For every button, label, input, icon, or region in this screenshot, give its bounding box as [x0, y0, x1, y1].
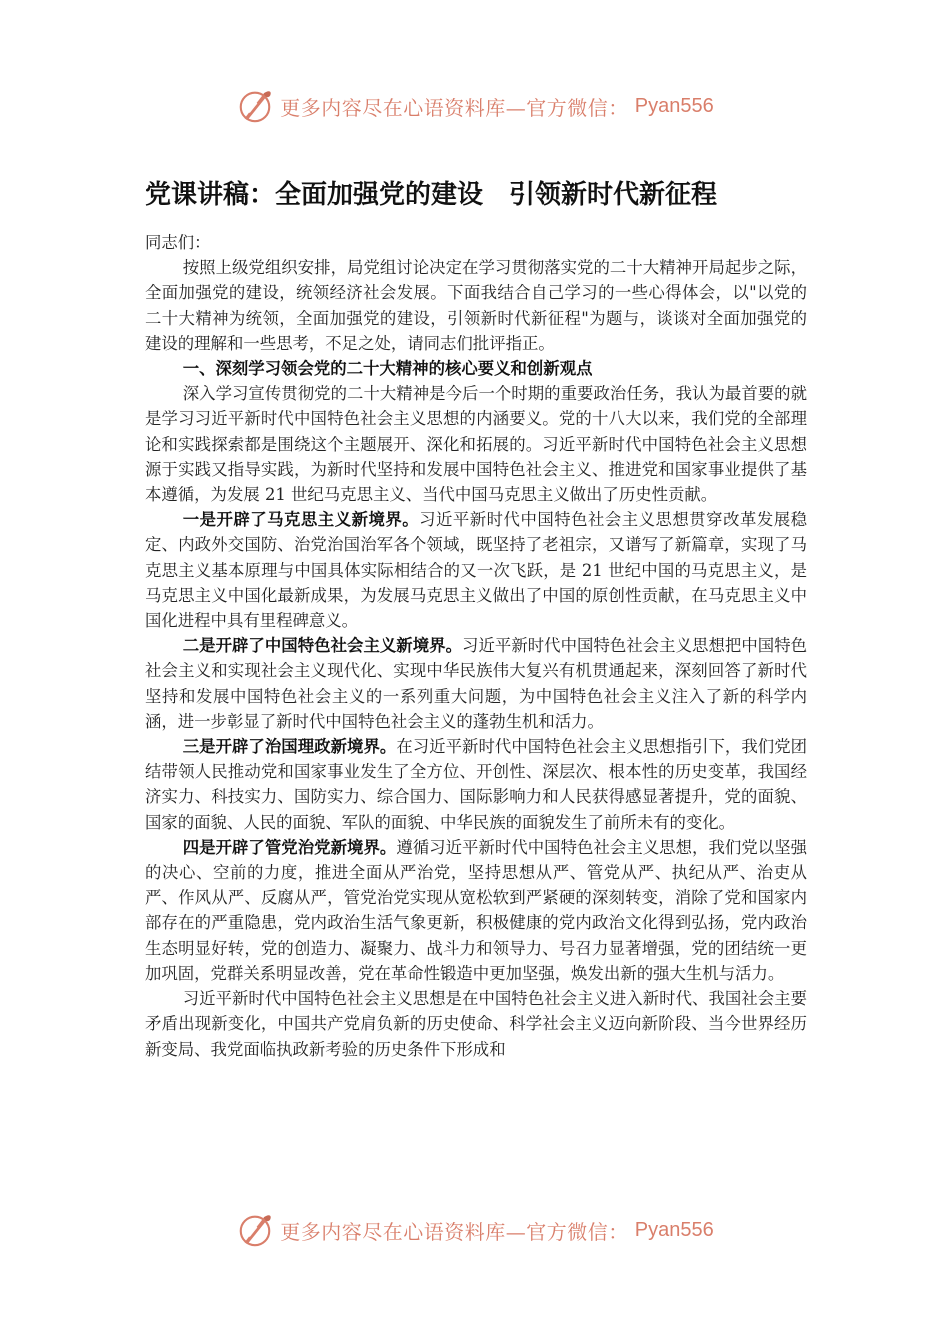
paragraph-point-2	[145, 633, 807, 734]
point-3-body: 在习近平新时代中国特色社会主义思想指引下，我们党团结带领人民推动党和国家事业发生了全方位、开创性、深层次、根本性的历史变革，我国经济实力、科技实力、国防实力、综合国力、国际影响力和人民获得感显著提升，党的面貌、国家的面貌、人民的面貌、军队的面貌、中华民族的面貌发生了前所未有的变化。	[145, 737, 808, 832]
wechat-id: Pyan556	[634, 94, 714, 117]
wechat-id: Pyan556	[634, 1218, 714, 1241]
quill-pen-logo-icon	[236, 87, 274, 125]
header-watermark-banner	[0, 86, 950, 126]
paragraph-study: 深入学习宣传贯彻党的二十大精神是今后一个时期的重要政治任务，我认为最首要的就是学习习近平新时代中国特色社会主义思想的内涵要义。党的十八大以来，我们党的全部理论和实践探索都是围绕这个主题展开、深化和拓展的。习近平新时代中国特色社会主义思想源于实践又指导实践，为新时代坚持和发展中国特色社会主义、推进党和国家事业提供了基本遵循，为发展 21 世纪马克思主义、当代中国马克思主义做出了历史性贡献。	[145, 384, 807, 505]
point-2-lead: 二是开辟了中国特色社会主义新境界。	[182, 636, 463, 656]
banner-text: 更多内容尽在心语资料库—官方微信：	[280, 95, 629, 120]
point-1-lead: 一是开辟了马克思主义新境界。	[182, 510, 420, 530]
document-body	[145, 230, 807, 1062]
quill-pen-logo-icon	[236, 1211, 274, 1249]
point-2-body: 习近平新时代中国特色社会主义思想把中国特色社会主义和实现社会主义现代化、实现中华民族伟大复兴有机贯通起来，深刻回答了新时代坚持和发展中国特色社会主义的一系列重大问题，为中国特色社会主义注入了新的科学内涵，进一步彰显了新时代中国特色社会主义的蓬勃生机和活力。	[145, 636, 808, 731]
paragraph-intro: 按照上级党组织安排，局党组讨论决定在学习贯彻落实党的二十大精神开局起步之际，全面加强党的建设，统领经济社会发展。下面我结合自己学习的一些心得体会，以"以党的二十大精神为统领，全面加强党的建设，引领新时代新征程"为题与，谈谈对全面加强党的建设的理解和一些思考，不足之处，请同志们批评指正。	[145, 258, 807, 353]
document-title: 党课讲稿：全面加强党的建设 引领新时代新征程	[145, 180, 718, 210]
paragraph-point-4	[145, 835, 807, 986]
paragraph-point-1	[145, 507, 807, 633]
point-4-lead: 四是开辟了管党治党新境界。	[182, 837, 397, 857]
paragraph-closing: 习近平新时代中国特色社会主义思想是在中国特色社会主义进入新时代、我国社会主要矛盾出现新变化，中国共产党肩负新的历史使命、科学社会主义迈向新阶段、当今世界经历新变局、我党面临执政新考验的历史条件下形成和	[145, 989, 807, 1059]
banner-text: 更多内容尽在心语资料库—官方微信：	[280, 1219, 629, 1244]
point-1-body: 习近平新时代中国特色社会主义思想贯穿改革发展稳定、内政外交国防、治党治国治军各个领域，既坚持了老祖宗，又谱写了新篇章，实现了马克思主义基本原理与中国具体实际相结合的又一次飞跃，是 21 世纪中国的马克思主义，是马克思主义中国化最新成果，为发展马克思主义做出了中国的原创性贡献，在马克思主义中国化进程中具有里程碑意义。	[145, 510, 808, 631]
salutation: 同志们：	[145, 233, 211, 252]
point-4-body: 遵循习近平新时代中国特色社会主义思想，我们党以坚强的决心、空前的力度，推进全面从严治党，坚持思想从严、管党从严、执纪从严、治吏从严、作风从严、反腐从严，管党治党实现从宽松软到严紧硬的深刻转变，消除了党和国家内部存在的严重隐患，党内政治生活气象更新，积极健康的党内政治文化得到弘扬，党内政治生态明显好转，党的创造力、凝聚力、战斗力和领导力、号召力显著增强，党的团结统一更加巩固，党群关系明显改善，党在革命性锻造中更加坚强，焕发出新的强大生机与活力。	[145, 837, 808, 983]
point-3-lead: 三是开辟了治国理政新境界。	[182, 737, 397, 757]
footer-watermark-banner	[0, 1210, 950, 1250]
section-heading-1: 一、深刻学习领会党的二十大精神的核心要义和创新观点	[182, 359, 593, 379]
paragraph-point-3	[145, 734, 807, 835]
